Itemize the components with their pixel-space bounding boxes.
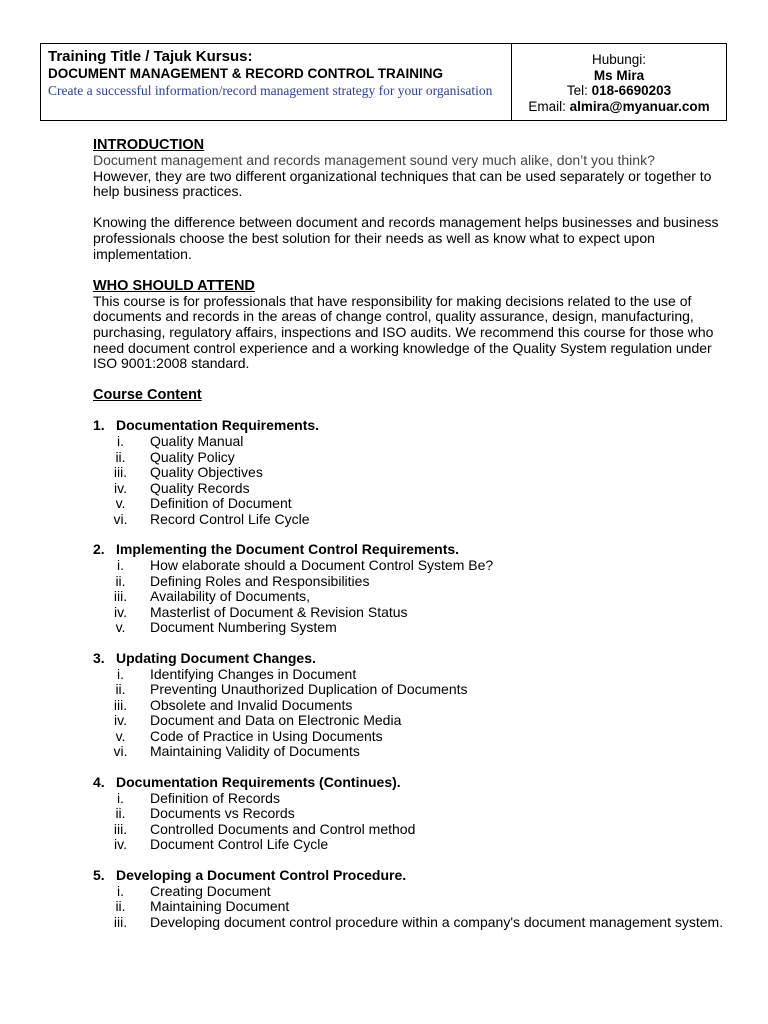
module-title-text: Documentation Requirements. bbox=[116, 417, 320, 434]
contact-tel bbox=[512, 83, 726, 99]
item-text: Developing document control procedure within a company's document management system. bbox=[150, 913, 724, 930]
contact-cell bbox=[512, 44, 726, 120]
item-numeral: ii. bbox=[115, 805, 126, 822]
item-numeral: ii. bbox=[115, 681, 126, 698]
email-value[interactable]: almira@myanuar.com bbox=[569, 98, 710, 114]
item-numeral: v. bbox=[115, 727, 126, 744]
item-text: Obsolete and Invalid Documents bbox=[150, 696, 353, 713]
item-numeral: ii. bbox=[115, 572, 126, 589]
course-module bbox=[93, 650, 733, 760]
contact-label: Hubungi: bbox=[591, 52, 647, 67]
module-item bbox=[93, 682, 733, 698]
course-module bbox=[93, 867, 733, 931]
item-text: Definition of Records bbox=[150, 789, 280, 806]
module-item bbox=[93, 620, 733, 636]
course-module bbox=[93, 774, 733, 853]
item-text: Quality Records bbox=[150, 479, 250, 496]
course-modules bbox=[93, 417, 733, 930]
item-text: Masterlist of Document & Revision Status bbox=[150, 603, 408, 620]
document-body bbox=[93, 137, 733, 930]
module-item bbox=[93, 713, 733, 729]
introduction-paragraph-1: However, they are two different organizational techniques that can be used separately or together to help business practices. bbox=[93, 167, 712, 200]
course-name: DOCUMENT MANAGEMENT & RECORD CONTROL TRAINING bbox=[48, 66, 443, 81]
item-text: Creating Document bbox=[150, 882, 271, 899]
item-text: Defining Roles and Responsibilities bbox=[150, 572, 370, 589]
item-text: Definition of Document bbox=[150, 495, 292, 512]
item-numeral: iii. bbox=[113, 696, 128, 713]
email-label: Email: bbox=[528, 98, 570, 114]
course-description: Create a successful information/record management strategy for your organisation bbox=[48, 83, 493, 98]
item-text: Availability of Documents, bbox=[150, 588, 311, 605]
module-item bbox=[93, 589, 733, 605]
item-text: Maintaining Validity of Documents bbox=[150, 743, 360, 760]
item-numeral: v. bbox=[115, 619, 126, 636]
module-number: 3. bbox=[93, 649, 105, 666]
item-numeral: vi. bbox=[113, 510, 128, 527]
module-item bbox=[93, 729, 733, 745]
module-item bbox=[93, 558, 733, 574]
item-numeral: iv. bbox=[114, 836, 127, 853]
module-item bbox=[93, 667, 733, 683]
module-item bbox=[93, 698, 733, 714]
item-text: Identifying Changes in Document bbox=[150, 665, 357, 682]
item-numeral: iii. bbox=[113, 588, 128, 605]
module-item bbox=[93, 884, 733, 900]
tel-label: Tel: bbox=[566, 83, 592, 98]
module-item bbox=[93, 574, 733, 590]
who-should-attend-heading: WHO SHOULD ATTEND bbox=[93, 277, 255, 294]
item-numeral: iv. bbox=[114, 603, 127, 620]
item-numeral: iii. bbox=[113, 913, 128, 930]
item-text: Document and Data on Electronic Media bbox=[150, 712, 402, 729]
module-item bbox=[93, 791, 733, 807]
contact-name: Ms Mira bbox=[593, 67, 645, 83]
module-item bbox=[93, 915, 733, 931]
module-item bbox=[93, 434, 733, 450]
item-text: Code of Practice in Using Documents bbox=[150, 727, 383, 744]
module-number: 2. bbox=[93, 541, 105, 558]
introduction-paragraph-2: Knowing the difference between document and records management helps businesses and business professionals choose the best solution for their needs as well as know what to expect upon implementation. bbox=[93, 214, 719, 262]
item-text: Preventing Unauthorized Duplication of Documents bbox=[150, 681, 468, 698]
module-number: 1. bbox=[93, 417, 105, 434]
item-numeral: v. bbox=[115, 495, 126, 512]
item-text: Quality Objectives bbox=[150, 464, 263, 481]
module-title bbox=[93, 541, 733, 558]
item-numeral: iii. bbox=[113, 464, 128, 481]
module-item bbox=[93, 465, 733, 481]
module-item bbox=[93, 496, 733, 512]
contact-email bbox=[512, 99, 726, 115]
header-box bbox=[40, 43, 727, 121]
module-item bbox=[93, 512, 733, 528]
item-text: Quality Manual bbox=[150, 433, 244, 450]
training-title-cell bbox=[41, 44, 512, 120]
item-text: Record Control Life Cycle bbox=[150, 510, 310, 527]
module-title bbox=[93, 417, 733, 434]
item-numeral: vi. bbox=[113, 743, 128, 760]
module-title bbox=[93, 650, 733, 667]
module-number: 4. bbox=[93, 773, 105, 790]
item-numeral: iv. bbox=[114, 712, 127, 729]
module-item bbox=[93, 450, 733, 466]
item-text: Document Numbering System bbox=[150, 619, 337, 636]
item-numeral: ii. bbox=[115, 448, 126, 465]
item-numeral: i. bbox=[117, 882, 124, 899]
item-text: Quality Policy bbox=[150, 448, 235, 465]
item-numeral: iv. bbox=[114, 479, 127, 496]
item-numeral: iii. bbox=[113, 820, 128, 837]
module-number: 5. bbox=[93, 866, 105, 883]
item-text: Documents vs Records bbox=[150, 805, 295, 822]
item-text: Maintaining Document bbox=[150, 898, 290, 915]
module-item bbox=[93, 806, 733, 822]
module-item bbox=[93, 481, 733, 497]
module-title bbox=[93, 774, 733, 791]
who-should-attend-text: This course is for professionals that have responsibility for making decisions related to the use of documents and records in the areas of change control, quality assurance, design, manufacturing, purchasing, regulatory affairs, inspections and ISO audits. We recommend this course for those who need document control experience and a working knowledge of the Quality System regulation under ISO 9001:2008 standard. bbox=[93, 292, 714, 372]
introduction-first-line: Document management and records management sound very much alike, don’t you think? bbox=[93, 152, 655, 168]
item-text: How elaborate should a Document Control System Be? bbox=[150, 557, 494, 574]
module-title-text: Implementing the Document Control Requirements. bbox=[116, 541, 460, 558]
course-module bbox=[93, 541, 733, 636]
item-numeral: i. bbox=[117, 557, 124, 574]
item-numeral: i. bbox=[117, 433, 124, 450]
module-title-text: Developing a Document Control Procedure. bbox=[116, 866, 407, 883]
introduction-heading: INTRODUCTION bbox=[93, 137, 205, 153]
item-text: Controlled Documents and Control method bbox=[150, 820, 416, 837]
module-item bbox=[93, 822, 733, 838]
module-item bbox=[93, 605, 733, 621]
course-content-heading: Course Content bbox=[93, 387, 202, 404]
module-title bbox=[93, 867, 733, 884]
module-item bbox=[93, 837, 733, 853]
training-title-label: Training Title / Tajuk Kursus: bbox=[48, 48, 253, 65]
course-module bbox=[93, 417, 733, 527]
module-item bbox=[93, 744, 733, 760]
item-numeral: ii. bbox=[115, 898, 126, 915]
module-title-text: Updating Document Changes. bbox=[116, 649, 316, 666]
item-numeral: i. bbox=[117, 665, 124, 682]
item-numeral: i. bbox=[117, 789, 124, 806]
module-title-text: Documentation Requirements (Continues). bbox=[116, 773, 401, 790]
module-item bbox=[93, 899, 733, 915]
item-text: Document Control Life Cycle bbox=[150, 836, 329, 853]
tel-value: 018-6690203 bbox=[591, 83, 672, 98]
